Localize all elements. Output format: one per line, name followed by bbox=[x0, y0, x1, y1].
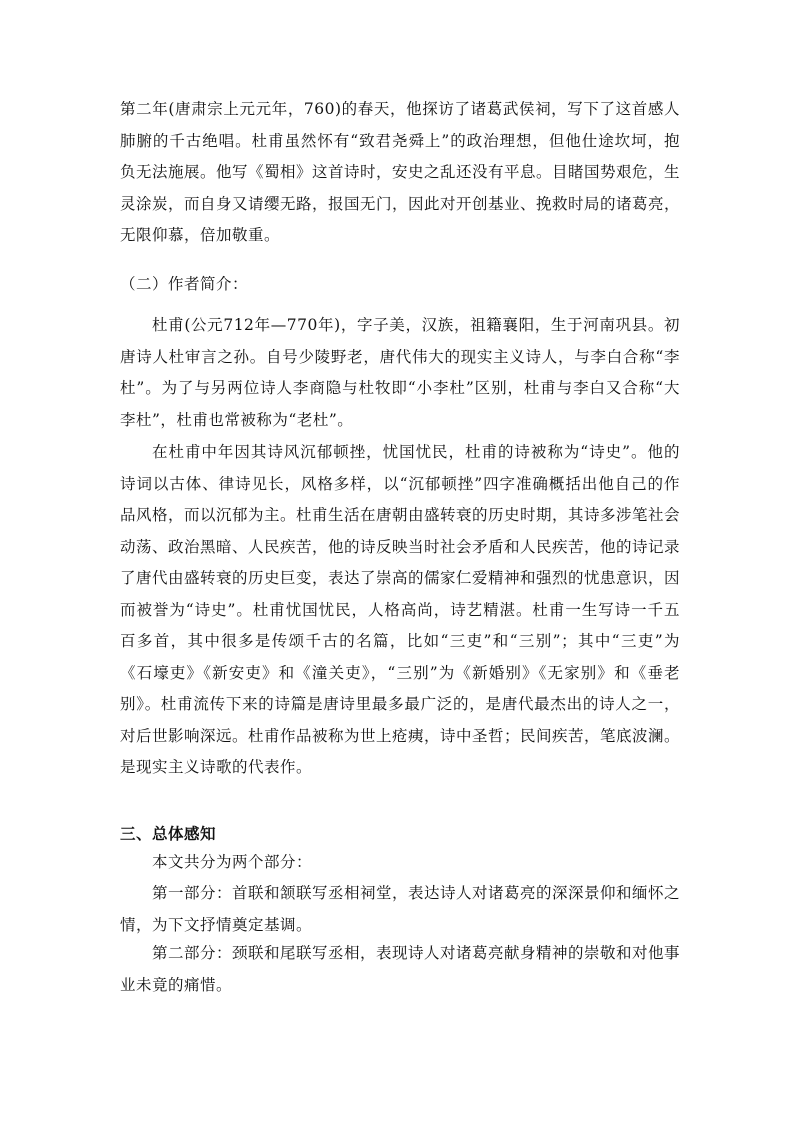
author-section-heading: （二）作者简介： bbox=[120, 275, 249, 293]
overview-part-1: 第一部分：首联和颔联写丞相祠堂，表达诗人对诸葛亮的深深景仰和缅怀之情，为下文抒情奠定基调。 bbox=[120, 884, 681, 934]
author-paragraph-2: 在杜甫中年因其诗风沉郁顿挫，忧国忧民，杜甫的诗被称为“诗史”。他的诗词以古体、律诗见长，风格多样，以“沉郁顿挫”四字准确概括出他自己的作品风格，而以沉郁为主。杜甫生活在唐朝由盛转衰的历史时期，其诗多涉笔社会动荡、政治黑暗、人民疾苦，他的诗反映当时社会矛盾和人民疾苦，他的诗记录了唐代由盛转衰的历史巨变，表达了崇高的儒家仁爱精神和强烈的忧患意识，因而被誉为“诗史”。杜甫忧国忧民，人格高尚，诗艺精湛。杜甫一生写诗一千五百多首，其中很多是传颂千古的名篇，比如“三吏”和“三别”；其中“三吏”为《石壕吏》《新安吏》和《潼关吏》，“三别”为《新婚别》《无家别》和《垂老别》。杜甫流传下来的诗篇是唐诗里最多最广泛的，是唐代最杰出的诗人之一，对后世影响深远。杜甫作品被称为世上疮痍，诗中圣哲；民间疾苦，笔底波澜。是现实主义诗歌的代表作。 bbox=[120, 443, 681, 776]
intro-paragraph: 第二年(唐肃宗上元元年，760)的春天，他探访了诸葛武侯祠，写下了这首感人肺腑的千古绝唱。杜甫虽然怀有“致君尧舜上”的政治理想，但他仕途坎坷，抱负无法施展。他写《蜀相》这首诗时，安史之乱还没有平息。目睹国势艰危，生灵涂炭，而自身又请缨无路，报国无门，因此对开创基业、挽救时局的诸葛亮，无限仰慕，倍加敬重。 bbox=[120, 100, 681, 244]
overview-section-heading: 三、总体感知 bbox=[120, 824, 217, 843]
overview-intro: 本文共分为两个部分： bbox=[152, 853, 313, 871]
overview-part-2: 第二部分：颈联和尾联写丞相，表现诗人对诸葛亮献身精神的崇敬和对他事业未竟的痛惜。 bbox=[120, 944, 681, 994]
author-paragraph-1: 杜甫(公元712年—770年)，字子美，汉族，祖籍襄阳，生于河南巩县。初唐诗人杜审言之孙。自号少陵野老，唐代伟大的现实主义诗人，与李白合称“李杜”。为了与另两位诗人李商隐与杜牧即“小李杜”区别，杜甫与李白又合称“大李杜”，杜甫也常被称为“老杜”。 bbox=[120, 316, 680, 429]
